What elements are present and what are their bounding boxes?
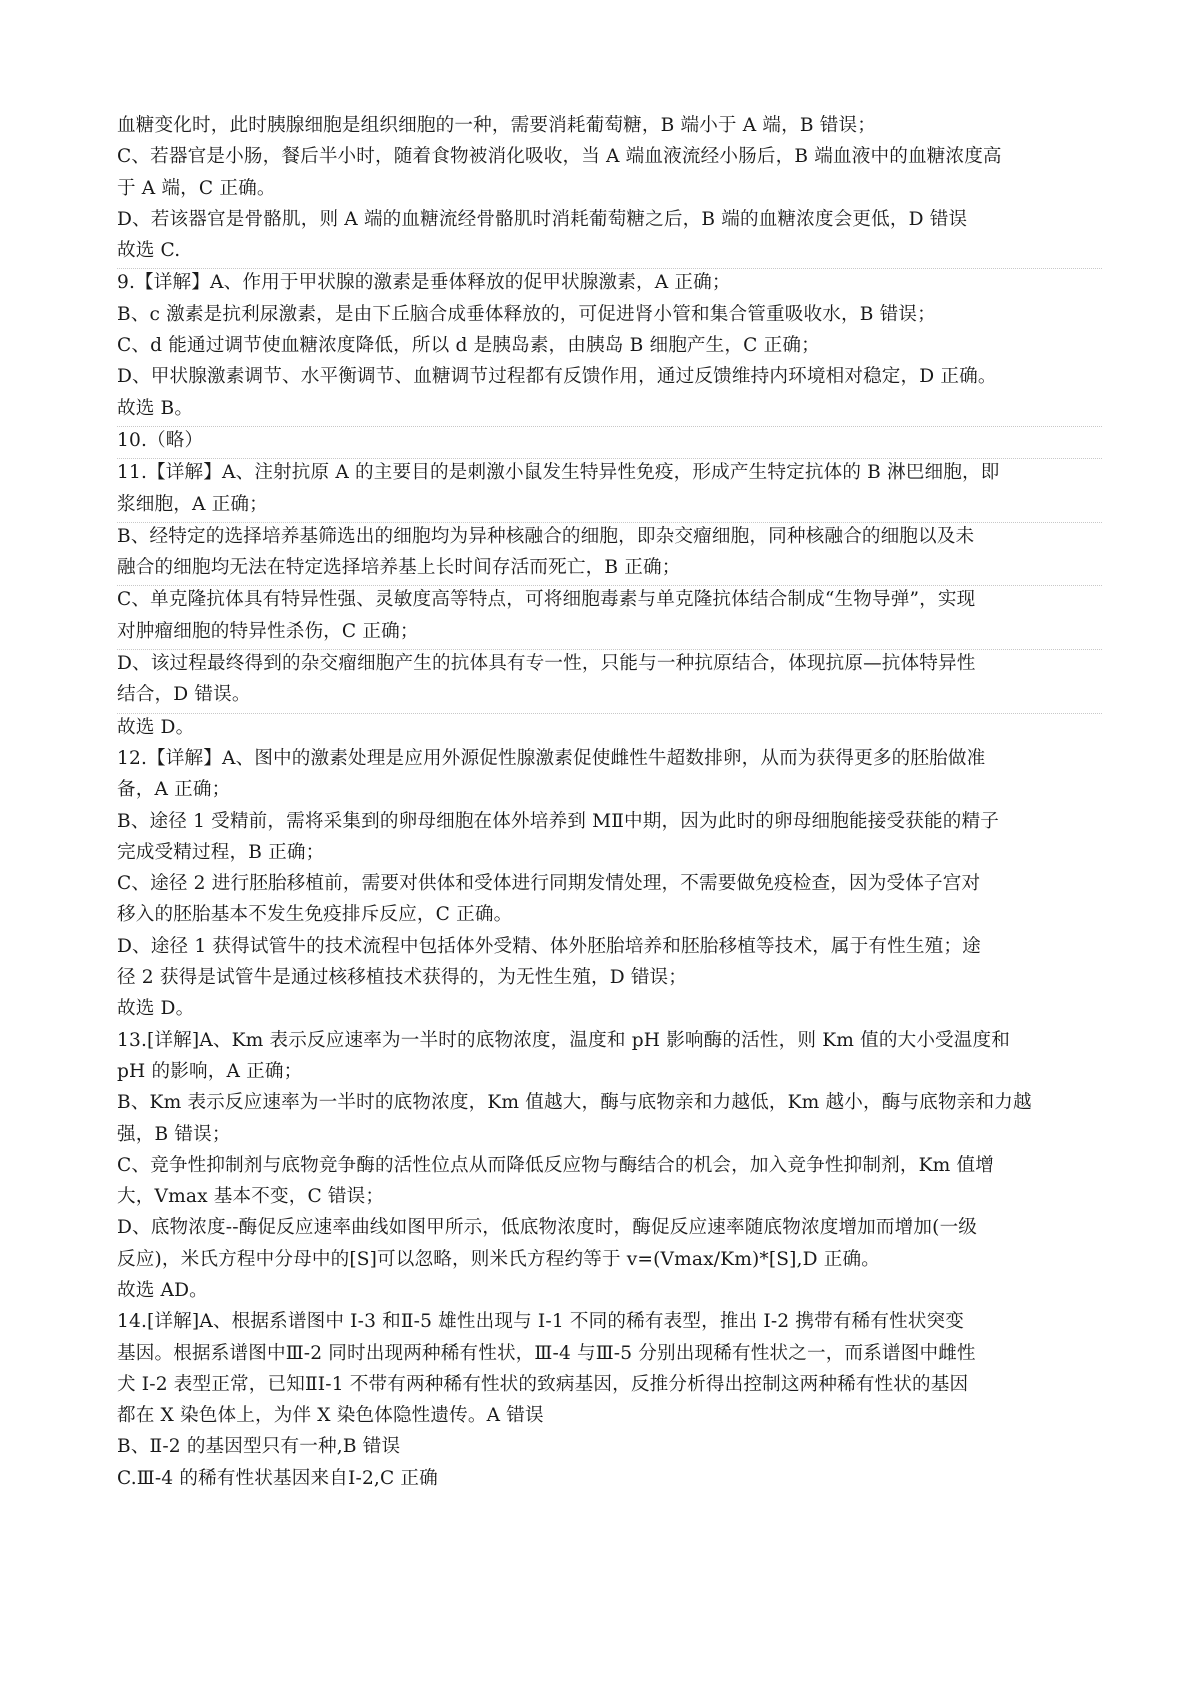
text-line: 反应)，米氏方程中分母中的[S]可以忽略，则米氏方程约等于 v=(Vmax/Km)*[S],D 正确。: [117, 1248, 880, 1270]
text-line: 备，A 正确；: [117, 779, 231, 801]
text-line: 移入的胚胎基本不发生免疫排斥反应，C 正确。: [117, 904, 513, 926]
text-line: C、单克隆抗体具有特异性强、灵敏度高等特点，可将细胞毒素与单克隆抗体结合制成“生物导弹”，实现: [117, 585, 1102, 617]
text-line: B、c 激素是抗利尿激素，是由下丘脑合成垂体释放的，可促进肾小管和集合管重吸收水，B 错误；: [117, 303, 936, 325]
text-line: 基因。根据系谱图中Ⅲ-2 同时出现两种稀有性状，Ⅲ-4 与Ⅲ-5 分别出现稀有性状之一，而系谱图中雌性: [117, 1342, 976, 1364]
text-line: 径 2 获得是试管牛是通过核移植技术获得的，为无性生殖，D 错误；: [117, 967, 688, 989]
text-line: C、若器官是小肠，餐后半小时，随着食物被消化吸收，当 A 端血液流经小肠后，B 端血液中的血糖浓度高: [117, 146, 1002, 168]
text-line: 于 A 端，C 正确。: [117, 177, 276, 199]
text-line: D、该过程最终得到的杂交瘤细胞产生的抗体具有专一性，只能与一种抗原结合，体现抗原—抗体特异性: [117, 649, 1102, 681]
text-line: 大，Vmax 基本不变，C 错误；: [117, 1186, 385, 1208]
text-line: D、甲状腺激素调节、水平衡调节、血糖调节过程都有反馈作用，通过反馈维持内环境相对稳定，D 正确。: [117, 366, 997, 388]
text-line: 结合，D 错误。: [117, 684, 251, 706]
text-line: 14.[详解]A、根据系谱图中 I-3 和Ⅱ-5 雄性出现与 I-1 不同的稀有表型，推出 I-2 携带有稀有性状突变: [117, 1311, 965, 1333]
text-line: B、Km 表示反应速率为一半时的底物浓度，Km 值越大，酶与底物亲和力越低，Km 越小，酶与底物亲和力越: [117, 1092, 1032, 1114]
text-line: B、途径 1 受精前，需将采集到的卵母细胞在体外培养到 MⅡ中期，因为此时的卵母细胞能接受获能的精子: [117, 810, 999, 832]
text-line: 故选 D。: [117, 713, 1102, 745]
text-line: 犬 I-2 表型正常，已知ⅡI-1 不带有两种稀有性状的致病基因，反推分析得出控制这两种稀有性状的基因: [117, 1373, 969, 1395]
text-line: C、d 能通过调节使血糖浓度降低，所以 d 是胰岛素，由胰岛 B 细胞产生，C 正确；: [117, 335, 820, 357]
text-line: 故选 D。: [117, 998, 195, 1020]
text-line: 完成受精过程，B 正确；: [117, 841, 325, 863]
text-line: 13.[详解]A、Km 表示反应速率为一半时的底物浓度，温度和 pH 影响酶的活性，则 Km 值的大小受温度和: [117, 1029, 1011, 1051]
text-line: B、Ⅱ-2 的基因型只有一种,B 错误: [117, 1436, 401, 1458]
text-line: 9.【详解】A、作用于甲状腺的激素是垂体释放的促甲状腺激素，A 正确；: [117, 268, 1102, 300]
text-line: 对肿瘤细胞的特异性杀伤，C 正确；: [117, 620, 419, 642]
text-line: B、经特定的选择培养基筛选出的细胞均为异种核融合的细胞，即杂交瘤细胞，同种核融合的细胞以及未: [117, 522, 1102, 554]
text-line: C、竞争性抑制剂与底物竞争酶的活性位点从而降低反应物与酶结合的机会，加入竞争性抑制剂，Km 值增: [117, 1154, 994, 1176]
text-line: 10.（略）: [117, 426, 1102, 458]
text-line: 12.【详解】A、图中的激素处理是应用外源促性腺激素促使雌性牛超数排卵，从而为获得更多的胚胎做准: [117, 747, 986, 769]
text-line: 都在 X 染色体上，为伴 X 染色体隐性遗传。A 错误: [117, 1405, 544, 1427]
text-line: D、若该器官是骨骼肌，则 A 端的血糖流经骨骼肌时消耗葡萄糖之后，B 端的血糖浓度会更低，D 错误: [117, 208, 968, 230]
text-line: pH 的影响，A 正确；: [117, 1060, 303, 1082]
text-line: D、底物浓度--酶促反应速率曲线如图甲所示，低底物浓度时，酶促反应速率随底物浓度增加而增加(一级: [117, 1217, 978, 1239]
text-line: 故选 B。: [117, 397, 194, 419]
text-line: 11.【详解】A、注射抗原 A 的主要目的是刺激小鼠发生特异性免疫，形成产生特定抗体的 B 淋巴细胞，即: [117, 458, 1102, 490]
text-line: C.Ⅲ-4 的稀有性状基因来自Ⅰ-2,C 正确: [117, 1467, 438, 1489]
text-line: D、途径 1 获得试管牛的技术流程中包括体外受精、体外胚胎培养和胚胎移植等技术，属于有性生殖；途: [117, 935, 981, 957]
text-line: 强，B 错误；: [117, 1123, 231, 1145]
text-line: 故选 AD。: [117, 1279, 208, 1301]
document-page: [117, 112, 1102, 1496]
text-line: 故选 C.: [117, 240, 181, 262]
text-line: 血糖变化时，此时胰腺细胞是组织细胞的一种，需要消耗葡萄糖，B 端小于 A 端，B 错误；: [117, 115, 876, 136]
text-line: 浆细胞，A 正确；: [117, 493, 268, 515]
text-line: 融合的细胞均无法在特定选择培养基上长时间存活而死亡，B 正确；: [117, 557, 681, 579]
text-line: C、途径 2 进行胚胎移植前，需要对供体和受体进行同期发情处理，不需要做免疫检查，因为受体子宫对: [117, 873, 981, 895]
